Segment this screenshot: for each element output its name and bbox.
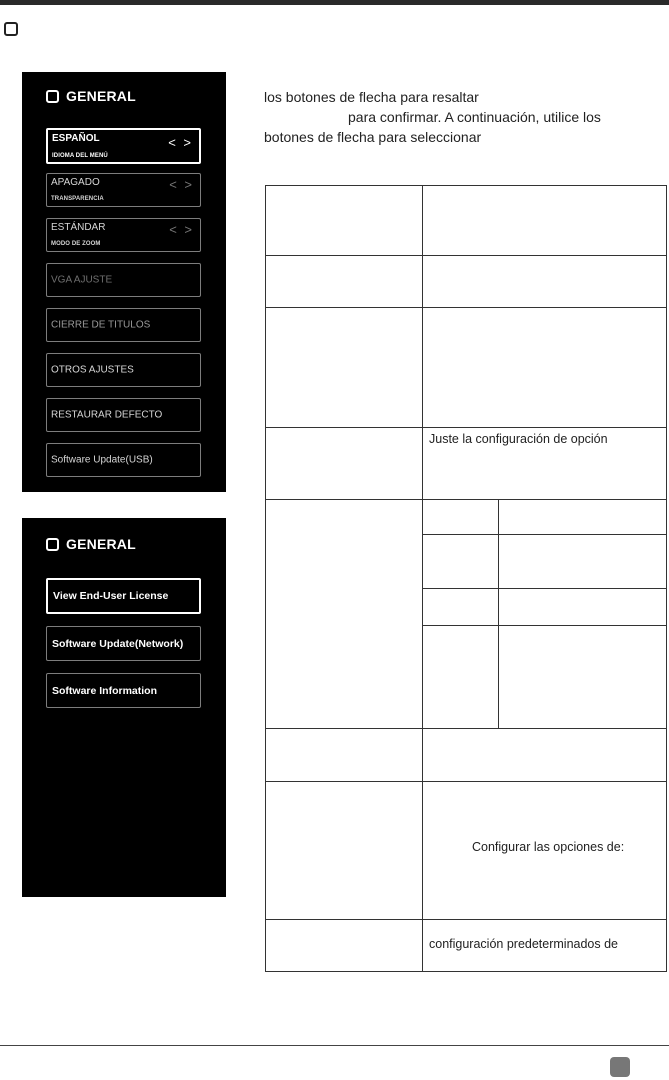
instruction-paragraph xyxy=(264,87,654,147)
table-border xyxy=(422,534,667,535)
menu-item-label: View End-User License xyxy=(53,590,169,602)
page-number-badge xyxy=(610,1057,630,1077)
table-border xyxy=(265,307,667,308)
footer-rule xyxy=(0,1045,669,1046)
menu-item-end-user-license[interactable] xyxy=(46,578,201,614)
menu-item-software-update-usb[interactable] xyxy=(46,443,201,477)
table-border xyxy=(265,499,667,500)
table-border xyxy=(265,185,667,186)
menu-item-value: ESPAÑOL xyxy=(52,133,100,144)
menu-title xyxy=(46,536,136,552)
menu-item-value: APAGADO xyxy=(51,177,100,188)
menu-title-label: GENERAL xyxy=(66,88,136,104)
paragraph-line: botones de flecha para seleccionar xyxy=(264,129,482,145)
arrows-icon: < > xyxy=(168,135,193,150)
menu-item-label: Software Update(Network) xyxy=(52,637,184,650)
menu-item-caption-lock[interactable] xyxy=(46,308,201,342)
menu-title-label: GENERAL xyxy=(66,536,136,552)
table-cell-text: Configurar las opciones de: xyxy=(472,840,625,854)
menu-title xyxy=(46,88,136,104)
menu-item-transparency[interactable] xyxy=(46,173,201,207)
menu-item-vga-adjust[interactable] xyxy=(46,263,201,297)
menu-item-language[interactable] xyxy=(46,128,201,164)
menu-item-software-information[interactable] xyxy=(46,673,201,708)
general-menu-screen-2 xyxy=(22,518,226,897)
table-border xyxy=(265,185,266,972)
menu-item-label: TRANSPARENCIA xyxy=(51,196,104,202)
menu-item-label: VGA AJUSTE xyxy=(51,274,113,286)
menu-item-label: OTROS AJUSTES xyxy=(51,364,134,376)
general-menu-screen-1 xyxy=(22,72,226,492)
menu-item-zoom-mode[interactable] xyxy=(46,218,201,252)
table-cell-text: Juste la configuración de opción xyxy=(429,432,608,446)
menu-item-restore-default[interactable] xyxy=(46,398,201,432)
table-border xyxy=(265,255,667,256)
table-border xyxy=(422,625,667,626)
arrows-icon: < > xyxy=(169,222,194,237)
options-table xyxy=(265,185,667,972)
menu-item-software-update-network[interactable] xyxy=(46,626,201,661)
menu-item-label: Software Update(USB) xyxy=(51,454,153,466)
menu-item-other-settings[interactable] xyxy=(46,353,201,387)
table-border xyxy=(265,427,667,428)
table-border xyxy=(265,971,667,972)
top-rule xyxy=(0,0,669,5)
menu-title-icon xyxy=(46,90,59,103)
menu-item-label: Software Information xyxy=(52,684,158,697)
table-border xyxy=(265,781,667,782)
table-border xyxy=(422,185,423,972)
table-border xyxy=(265,919,667,920)
table-border xyxy=(265,728,667,729)
menu-item-label: IDIOMA DEL MENÚ xyxy=(52,153,108,159)
table-border xyxy=(422,588,667,589)
paragraph-line: para confirmar. A continuación, utilice los xyxy=(348,109,601,125)
section-heading-icon xyxy=(4,22,18,36)
menu-item-label: RESTAURAR DEFECTO xyxy=(51,409,163,421)
arrows-icon: < > xyxy=(169,177,194,192)
paragraph-line: los botones de flecha para resaltar xyxy=(264,89,479,105)
menu-title-icon xyxy=(46,538,59,551)
menu-item-label: MODO DE ZOOM xyxy=(51,241,101,247)
table-cell-text: configuración predeterminados de xyxy=(429,937,619,951)
table-border xyxy=(666,185,667,972)
menu-item-label: CIERRE DE TITULOS xyxy=(51,319,151,331)
menu-item-value: ESTÁNDAR xyxy=(51,222,106,233)
